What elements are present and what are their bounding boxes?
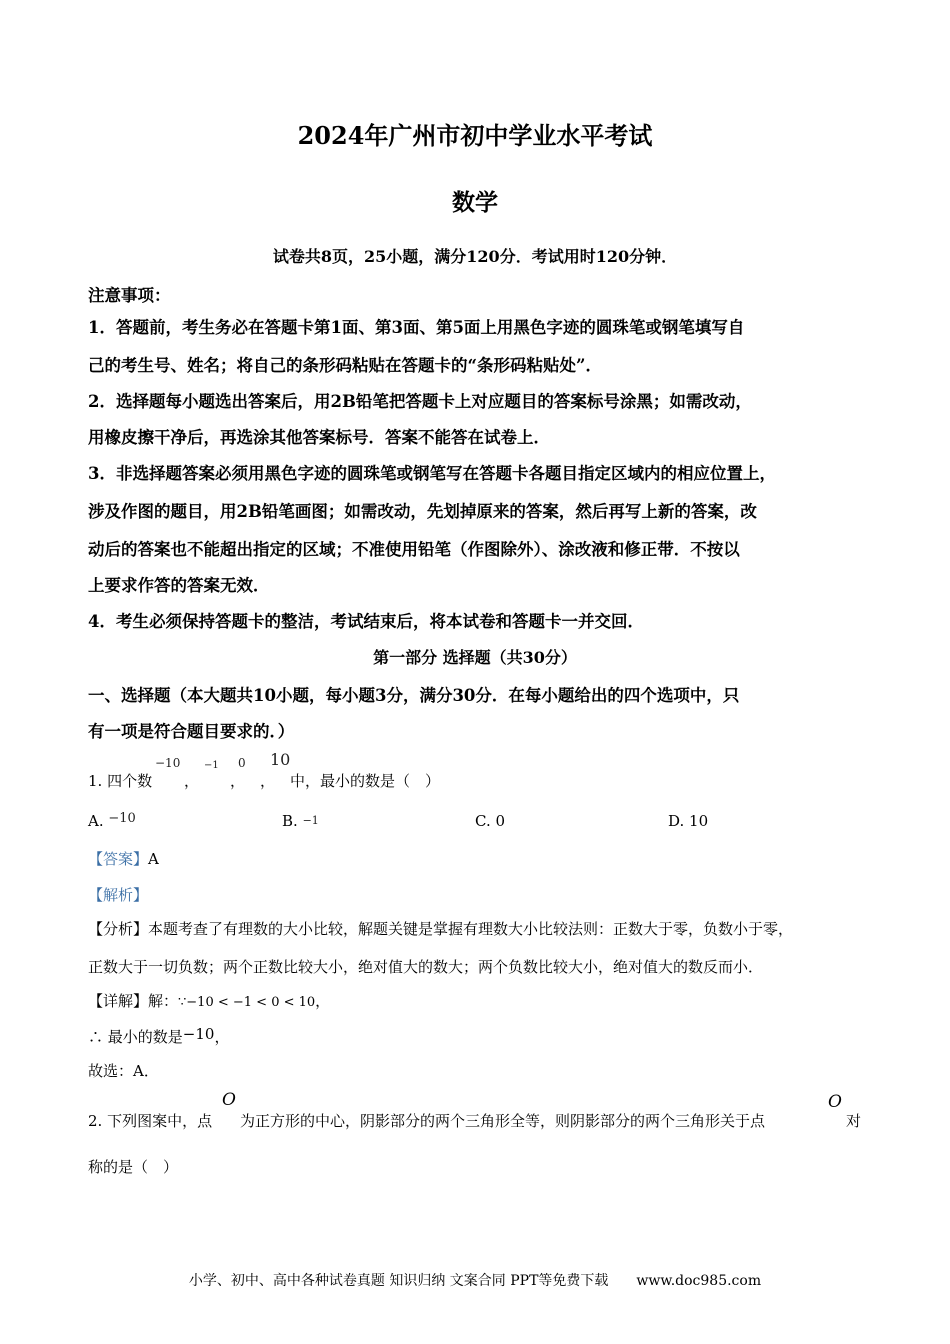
detail-prefix: 【详解】解： xyxy=(88,992,179,1010)
q1-number-a: −10 xyxy=(155,756,181,770)
option-label: C. xyxy=(475,812,491,830)
q1-sep: ， xyxy=(230,772,246,790)
q1-min-line xyxy=(88,1026,229,1047)
answer-tag: 【答案】 xyxy=(88,850,149,868)
q1-option-d[interactable] xyxy=(668,812,708,830)
q2-line1-b: 为正方形的中心，阴影部分的两个三角形全等，则阴影部分的两个三角形关于点 xyxy=(240,1112,766,1130)
min-suffix: ， xyxy=(214,1028,230,1046)
q1-sep: ， xyxy=(184,772,200,790)
option-label: B. xyxy=(282,812,298,830)
notice-line: 3．非选择题答案必须用黑色字迹的圆珠笔或钢笔写在答题卡各题目指定区域内的相应位置上， xyxy=(88,464,776,483)
q1-answer xyxy=(88,848,159,869)
notice-line: 涉及作图的题目，用2B铅笔画图；如需改动，先划掉原来的答案，然后再写上新的答案，改 xyxy=(88,502,757,521)
q1-option-c[interactable] xyxy=(475,812,505,830)
section-heading: 有一项是符合题目要求的．） xyxy=(88,722,295,741)
min-math: −10 xyxy=(182,1025,215,1043)
answer-value: A xyxy=(148,850,159,868)
option-value: −10 xyxy=(108,811,136,826)
notice-line: 己的考生号、姓名；将自己的条形码粘贴在答题卡的“条形码粘贴处”． xyxy=(88,356,602,375)
option-value: 0 xyxy=(495,812,506,830)
q1-option-a[interactable] xyxy=(88,812,136,830)
q2-line2: 称的是（ ） xyxy=(88,1158,179,1176)
q1-analysis-tag: 【解析】 xyxy=(88,886,149,904)
option-value: −1 xyxy=(302,814,319,827)
q1-number-b: −1 xyxy=(204,760,219,771)
notice-line: 4．考生必须保持答题卡的整洁，考试结束后，将本试卷和答题卡一并交回． xyxy=(88,612,644,631)
q2-line1-a: 2. 下列图案中，点 xyxy=(88,1112,213,1130)
notice-line: 上要求作答的答案无效． xyxy=(88,576,270,595)
detail-math: ∵−10 < −1 < 0 < 10 xyxy=(178,995,316,1010)
q2-point-o: O xyxy=(828,1092,842,1112)
q1-number-d: 10 xyxy=(270,750,291,769)
q1-prefix: 1. 四个数 xyxy=(88,772,153,790)
page-footer: 小学、初中、高中各种试卷真题 知识归纳 文案合同 PPT等免费下载 www.doc985.com xyxy=(188,1273,762,1289)
exam-info: 试卷共8页，25小题，满分120分．考试用时120分钟． xyxy=(272,247,678,266)
detail-suffix: ， xyxy=(315,992,331,1010)
q2-point-o: O xyxy=(222,1090,236,1110)
notice-line: 动后的答案也不能超出指定的区域；不准使用铅笔（作图除外）、涂改液和修正带．不按以 xyxy=(88,540,740,559)
q1-suffix: 中，最小的数是（ ） xyxy=(290,772,441,790)
section-heading: 一、选择题（本大题共10小题，每小题3分，满分30分．在每小题给出的四个选项中，只 xyxy=(88,686,740,705)
option-label: A. xyxy=(88,812,104,830)
notice-heading: 注意事项： xyxy=(88,286,171,305)
q1-sep: ， xyxy=(260,772,276,790)
q1-number-c: 0 xyxy=(238,756,246,770)
option-label: D. xyxy=(668,812,685,830)
part-heading: 第一部分 选择题（共30分） xyxy=(373,648,577,667)
q1-detail xyxy=(88,990,330,1011)
min-prefix: ∴ 最小的数是 xyxy=(88,1028,183,1046)
exam-title: 2024年广州市初中学业水平考试 xyxy=(297,121,653,150)
notice-line: 2．选择题每小题选出答案后，用2B铅笔把答题卡上对应题目的答案标号涂黑；如需改动， xyxy=(88,392,752,411)
option-value: 10 xyxy=(689,812,709,830)
q1-option-b[interactable] xyxy=(282,812,319,830)
notice-line: 1．答题前，考生务必在答题卡第1面、第3面、第5面上用黑色字迹的圆珠笔或钢笔填写自 xyxy=(88,318,745,337)
q1-analysis-line: 正数大于一切负数；两个正数比较大小，绝对值大的数大；两个负数比较大小，绝对值大的数反而小． xyxy=(88,958,764,976)
q2-line1-c: 对 xyxy=(846,1112,862,1130)
notice-line: 用橡皮擦干净后，再选涂其他答案标号．答案不能答在试卷上． xyxy=(88,428,550,447)
q1-choose: 故选：A． xyxy=(88,1062,159,1080)
subject-title: 数学 xyxy=(452,189,498,216)
q1-analysis-line: 【分析】本题考查了有理数的大小比较，解题关键是掌握有理数大小比较法则：正数大于零，负数小于零， xyxy=(88,920,794,938)
